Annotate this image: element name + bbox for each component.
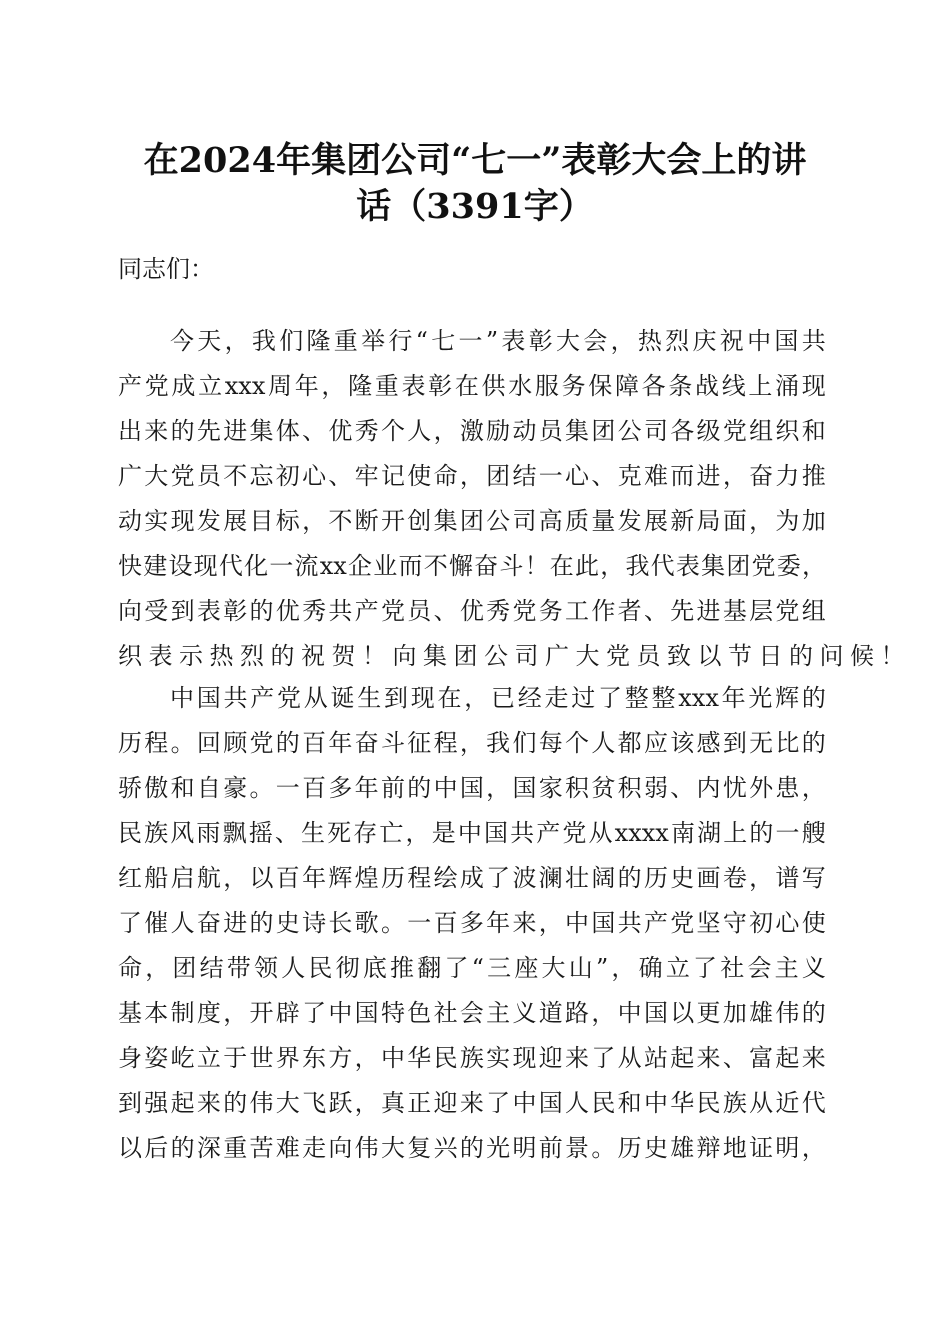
paragraph2-line: 历 程 。 回 顾 党 的 百 年 奋 斗 征 程 ， 我 们 每 个 人 都 应 该 感 到 无 比 的 — [118, 729, 826, 757]
title-line-1: 在2024年集团公司“七一”表彰大会上的讲 — [143, 140, 807, 181]
paragraph2-line: 到 强 起 来 的 伟 大 飞 跃 ， 真 正 迎 来 了 中 国 人 民 和 中 华 民 族 从 近 代 — [118, 1089, 826, 1117]
paragraph1-line: 广 大 党 员 不 忘 初 心 、 牢 记 使 命 ， 团 结 一 心 、 克 难 而 进 ， 奋 力 推 — [118, 462, 826, 490]
paragraph2-line: 骄 傲 和 自 豪 。 一 百 多 年 前 的 中 国 ， 国 家 积 贫 积 弱 、 内 忧 外 患 ， — [118, 774, 826, 802]
paragraph2-line: 命 ， 团 结 带 领 人 民 彻 底 推 翻 了 “ 三 座 大 山 ” ， 确 立 了 社 会 主 义 — [118, 954, 826, 982]
paragraph1-line: 动 实 现 发 展 目 标 ， 不 断 开 创 集 团 公 司 高 质 量 发 展 新 局 面 ， 为 加 — [118, 507, 826, 535]
paragraph1-line: 出 来 的 先 进 集 体 、 优 秀 个 人 ， 激 励 动 员 集 团 公 司 各 级 党 组 织 和 — [118, 417, 826, 445]
salutation: 同志们： — [118, 255, 214, 283]
paragraph1-line: 向 受 到 表 彰 的 优 秀 共 产 党 员 、 优 秀 党 务 工 作 者 、 先 进 基 层 党 组 — [118, 597, 826, 625]
paragraph1-line-last: 织表示热烈的祝贺！向集团公司广大党员致以节日的问候！ — [118, 642, 911, 670]
paragraph2-line: 以 后 的 深 重 苦 难 走 向 伟 大 复 兴 的 光 明 前 景 。 历 史 雄 辩 地 证 明 ， — [118, 1134, 826, 1162]
paragraph1-line: 今 天 ， 我 们 隆 重 举 行 “ 七 一 ” 表 彰 大 会 ， 热 烈 庆 祝 中 国 共 — [170, 327, 826, 355]
paragraph1-line: 快 建 设 现 代 化 一 流 xx 企 业 而 不 懈 奋 斗 ！ 在 此 ， 我 代 表 集 团 党 委 ， — [118, 552, 826, 580]
paragraph2-line: 民 族 风 雨 飘 摇 、 生 死 存 亡 ， 是 中 国 共 产 党 从 xxxx 南 湖 上 的 一 艘 — [118, 819, 826, 847]
paragraph2-line: 红 船 启 航 ， 以 百 年 辉 煌 历 程 绘 成 了 波 澜 壮 阔 的 历 史 画 卷 ， 谱 写 — [118, 864, 826, 892]
paragraph1-line: 产 党 成 立 xxx 周 年 ， 隆 重 表 彰 在 供 水 服 务 保 障 各 条 战 线 上 涌 现 — [118, 372, 826, 400]
paragraph2-line: 身 姿 屹 立 于 世 界 东 方 ， 中 华 民 族 实 现 迎 来 了 从 站 起 来 、 富 起 来 — [118, 1044, 826, 1072]
paragraph2-line: 了 催 人 奋 进 的 史 诗 长 歌 。 一 百 多 年 来 ， 中 国 共 产 党 坚 守 初 心 使 — [118, 909, 826, 937]
title-line-2: 话（3391字） — [356, 186, 594, 227]
paragraph2-line: 中 国 共 产 党 从 诞 生 到 现 在 ， 已 经 走 过 了 整 整 xxx 年 光 辉 的 — [170, 684, 826, 712]
paragraph2-line: 基 本 制 度 ， 开 辟 了 中 国 特 色 社 会 主 义 道 路 ， 中 国 以 更 加 雄 伟 的 — [118, 999, 826, 1027]
document-title — [100, 138, 850, 230]
